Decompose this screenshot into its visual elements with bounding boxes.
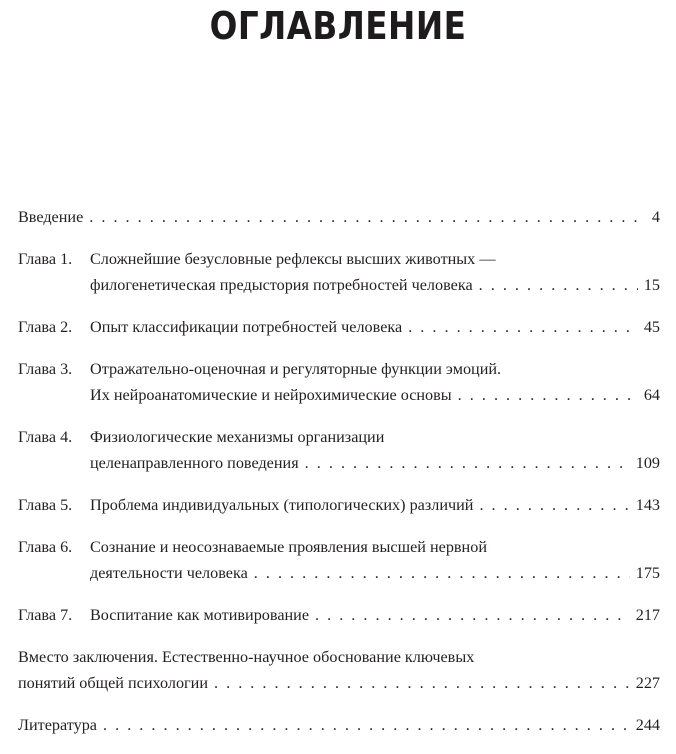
dot-leader	[103, 712, 630, 738]
toc-entry-chapter-5[interactable]	[18, 492, 660, 518]
toc-line	[90, 272, 660, 298]
dot-leader	[479, 272, 638, 298]
toc-entry-bibliography[interactable]	[18, 712, 660, 738]
toc-page-number: 4	[651, 208, 660, 226]
toc-line	[90, 314, 660, 340]
toc-entry-body	[18, 712, 660, 738]
toc-page-number: 64	[643, 386, 660, 404]
toc-entry-title: Воспитание как мотивирование	[90, 606, 310, 624]
dot-leader	[458, 382, 638, 408]
table-of-contents	[18, 204, 660, 754]
toc-entry-title: Вместо заключения. Естественно-научное обоснование ключевых	[18, 648, 475, 666]
toc-chapter-label: Глава 3.	[18, 360, 73, 378]
toc-entry-chapter-6[interactable]	[18, 534, 660, 586]
toc-entry-body	[18, 204, 660, 230]
dot-leader	[305, 450, 630, 476]
toc-page-number: 109	[635, 454, 660, 472]
dot-leader	[315, 602, 630, 628]
toc-entry-title: Сложнейшие безусловные рефлексы высших животных —	[90, 250, 496, 268]
dot-leader	[408, 314, 638, 340]
toc-page-number: 45	[643, 318, 660, 336]
toc-chapter-label: Глава 1.	[18, 250, 73, 268]
toc-entry-chapter-7[interactable]	[18, 602, 660, 628]
toc-line	[18, 204, 660, 230]
toc-line	[90, 534, 660, 560]
toc-line	[90, 382, 660, 408]
toc-entry-chapter-2[interactable]	[18, 314, 660, 340]
toc-chapter-label: Глава 6.	[18, 538, 73, 556]
page-title: ОГЛАВЛЕНИЕ	[209, 4, 467, 48]
toc-line	[18, 670, 660, 696]
toc-entry-title-continued: филогенетическая предыстория потребностей человека	[90, 276, 473, 294]
toc-page-number: 143	[635, 496, 660, 514]
toc-chapter-label: Глава 4.	[18, 428, 73, 446]
toc-page-number: 175	[635, 564, 660, 582]
toc-page-number: 227	[635, 674, 660, 692]
toc-entry-body	[90, 246, 660, 298]
toc-line	[90, 246, 660, 272]
toc-line	[90, 356, 660, 382]
toc-entry-chapter-3[interactable]	[18, 356, 660, 408]
dot-leader	[254, 560, 630, 586]
toc-line	[90, 492, 660, 518]
toc-entry-body	[90, 356, 660, 408]
toc-entry-introduction[interactable]	[18, 204, 660, 230]
toc-entry-title: Опыт классификации потребностей человека	[90, 318, 403, 336]
toc-entry-body	[90, 424, 660, 476]
toc-entry-title-continued: деятельности человека	[90, 564, 248, 582]
toc-entry-title: Сознание и неосознаваемые проявления высшей нервной	[90, 538, 487, 556]
toc-line	[90, 424, 660, 450]
toc-entry-chapter-1[interactable]	[18, 246, 660, 298]
toc-page-number: 217	[635, 606, 660, 624]
toc-entry-title-continued: целенаправленного поведения	[90, 454, 299, 472]
toc-page-number: 244	[635, 716, 660, 734]
toc-entry-title: Литература	[18, 716, 97, 734]
toc-line	[90, 602, 660, 628]
toc-line	[18, 644, 660, 670]
toc-chapter-label: Глава 2.	[18, 318, 73, 336]
toc-entry-chapter-4[interactable]	[18, 424, 660, 476]
toc-entry-body	[90, 534, 660, 586]
toc-entry-title: Отражательно-оценочная и регуляторные функции эмоций.	[90, 360, 502, 378]
toc-entry-title: Физиологические механизмы организации	[90, 428, 385, 446]
toc-entry-body	[90, 492, 660, 518]
toc-entry-body	[90, 314, 660, 340]
toc-line	[18, 712, 660, 738]
toc-page-number: 15	[643, 276, 660, 294]
toc-chapter-label: Глава 5.	[18, 496, 73, 514]
toc-chapter-label: Глава 7.	[18, 606, 73, 624]
toc-entry-title-continued: понятий общей психологии	[18, 674, 209, 692]
toc-entry-title: Введение	[18, 208, 84, 226]
toc-entry-body	[90, 602, 660, 628]
dot-leader	[214, 670, 630, 696]
toc-entry-conclusion[interactable]	[18, 644, 660, 696]
toc-line	[90, 450, 660, 476]
dot-leader	[479, 492, 629, 518]
toc-entry-title-continued: Их нейроанатомические и нейрохимические основы	[90, 386, 452, 404]
toc-line	[90, 560, 660, 586]
dot-leader	[89, 204, 646, 230]
toc-entry-body	[18, 644, 660, 696]
toc-entry-title: Проблема индивидуальных (типологических) различий	[90, 496, 474, 514]
